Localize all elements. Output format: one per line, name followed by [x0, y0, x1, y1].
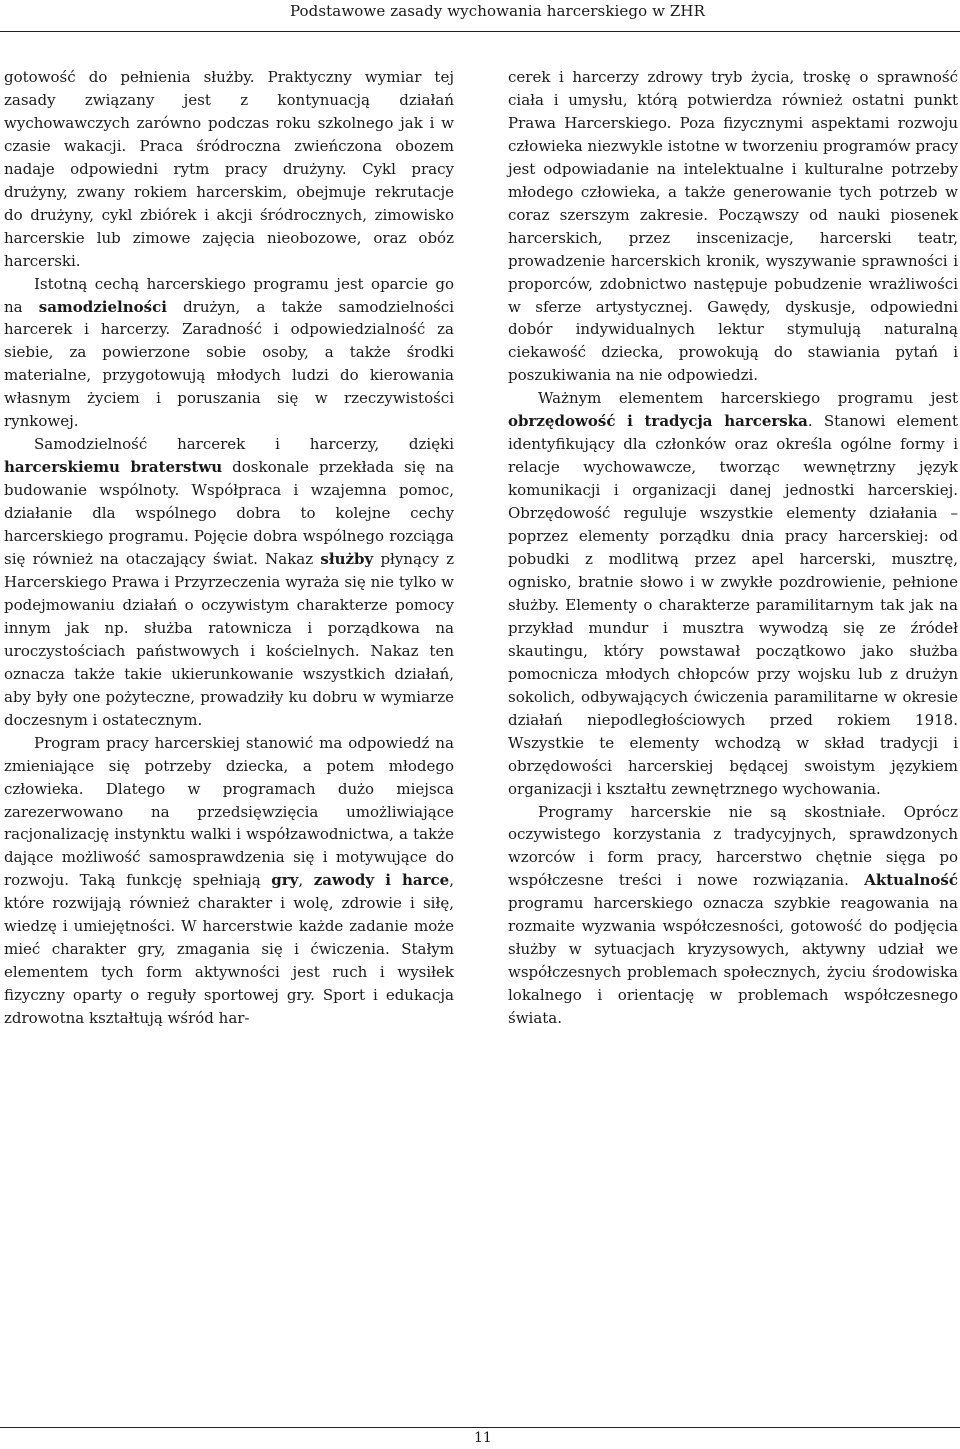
- paragraph-text: gotowość do pełnienia służby. Praktyczny wymiar tej zasady związany jest z kontynuacją działań wychowawczych zarówno podczas roku szkolnego jak i w czasie wakacji. Praca śródroczna zwieńczona obozem nadaje odpowiedni rytm pracy drużyny. Cykl pracy drużyny, zwany rokiem harcerskim, obejmuje rekrutacje do drużyny, cykl zbiórek i akcji śródrocznych, zimowisko harcerskie lub zimowe zajęcia nieobozowe, oraz obóz harcerski.: [4, 68, 454, 270]
- right-text-column: [508, 66, 958, 1030]
- paragraph-text: Istotną cechą harcerskiego programu jest oparcie go na: [4, 274, 454, 316]
- paragraph-text: Program pracy harcerskiej stanowić ma odpowiedź na zmieniające się potrzeby dziecka, a potem młodego człowieka. Dlatego w programach dużo miejsca zarezerwowano na przedsięwzięcia umożliwiające racjonalizację instynktu walki i współzawodnictwa, a także dające możliwość samosprawdzenia się i motywujące do rozwoju. Taką funkcję spełniają: [4, 733, 454, 890]
- paragraph-text: Samodzielność harcerek i harcerzy, dzięki: [34, 435, 454, 454]
- paragraph: [4, 732, 454, 1030]
- page-number: 11: [474, 1430, 492, 1446]
- header-rule: [0, 31, 960, 32]
- paragraph-text: programu harcerskiego oznacza szybkie reagowania na rozmaite wyzwania współczesności, gotowość do podjęcia służby w sytuacjach kryzysowych, aktywny udział we współczesnych problemach społecznych, życiu środowiska lokalnego i orientację w problemach współczesnego świata.: [508, 894, 958, 1028]
- paragraph: [4, 273, 454, 434]
- paragraph-text: ,: [298, 871, 314, 890]
- paragraph: [508, 387, 958, 800]
- paragraph-text: doskonale przekłada się na budowanie wspólnoty. Współpraca i wzajemna pomoc, działanie dla wspólnego dobra to kolejne cechy harcerskiego programu. Pojęcie dobra wspólnego rozciąga się również na otaczający świat. Nakaz: [4, 458, 454, 569]
- paragraph-text: drużyn, a także samodzielności harcerek i harcerzy. Zaradność i odpowiedzialność za siebie, za powierzone sobie osoby, a także środki materialne, przygotowują młodych ludzi do kierowania własnym życiem i poruszania się w rzeczywistości rynkowej.: [4, 297, 454, 431]
- running-header: [0, 0, 960, 32]
- paragraph: [4, 433, 454, 731]
- paragraph: [508, 801, 958, 1031]
- paragraph-text: , które rozwijają również charakter i wolę, zdrowie i siłę, wiedzę i umiejętności. W harcerstwie każde zadanie może mieć charakter gry, zmagania się i ćwiczenia. Stałym elementem tych form aktywności jest ruch i wysiłek fizyczny oparty o reguły sportowej gry. Sport i edukacja zdrowotna kształtują wśród har-: [4, 871, 454, 1028]
- emphasized-term: obrzędowość i tradycja harcerska: [508, 412, 808, 431]
- paragraph-text: Ważnym elementem harcerskiego programu jest: [538, 389, 958, 408]
- paragraph: [508, 66, 958, 387]
- paragraph-text: Programy harcerskie nie są skostniałe. Oprócz oczywistego korzystania z tradycyjnych, sprawdzonych wzorców i form pracy, harcerstwo chętnie sięga po współczesne treści i nowe rozwiązania.: [508, 802, 958, 890]
- paragraph-text: . Stanowi element identyfikujący dla członków oraz określa ogólne formy i relacje wychowawcze, tworząc wewnętrzny język komunikacji i organizacji danej jednostki harcerskiej. Obrzędowość reguluje wszystkie elementy działania – poprzez elementy porządku dnia pracy harcerskiej: od pobudki z modlitwą przez apel harcerski, musztrę, ognisko, bratnie słowo i w zwykłe pozdrowienie, pełnione służby. Elementy o charakterze paramilitarnym tak jak na przykład mundur i musztra wywodzą się ze źródeł skautingu, który powstawał początkowo jako służba pomocnicza młodych chłopców przy wojsku lub z drużyn sokolich, odbywających ćwiczenia paramilitarne w okresie działań niepodległościowych przed rokiem 1918. Wszystkie te elementy wchodzą w skład tradycji i obrzędowości harcerskiej będącej swoistym językiem organizacji i kształtu zewnętrznego wychowania.: [508, 412, 958, 798]
- running-header-title: Podstawowe zasady wychowania harcerskiego w ZHR: [289, 2, 705, 20]
- emphasized-term: harcerskiemu braterstwu: [4, 458, 223, 477]
- paragraph-text: płynący z Harcerskiego Prawa i Przyrzeczenia wyraża się nie tylko w podejmowaniu działań o oczywistym charakterze pomocy innym jak np. służba ratownicza i porządkowa na uroczystościach państwowych i kościelnych. Nakaz ten oznacza także takie ukierunkowanie wszystkich działań, aby były one pożyteczne, prowadziły ku dobru w wymiarze doczesnym i ostatecznym.: [4, 550, 454, 729]
- emphasized-term: zawody i harce: [313, 871, 450, 890]
- paragraph: [4, 66, 454, 273]
- emphasized-term: gry: [271, 871, 299, 890]
- footer-rule: [0, 1427, 960, 1428]
- emphasized-term: służby: [320, 550, 374, 569]
- emphasized-term: samodzielności: [38, 297, 167, 316]
- left-text-column: [4, 66, 454, 1030]
- paragraph-text: cerek i harcerzy zdrowy tryb życia, troskę o sprawność ciała i umysłu, którą potwierdza również ostatni punkt Prawa Harcerskiego. Poza fizycznymi aspektami rozwoju człowieka niezwykle istotne w tworzeniu programów pracy jest odpowiadanie na intelektualne i kulturalne potrzeby młodego człowieka, a także generowanie tych potrzeb w coraz szerszym zakresie. Począwszy od nauki piosenek harcerskich, przez inscenizacje, harcerski teatr, prowadzenie harcerskich kronik, wyszywanie sprawności i proporców, zdobnictwo następuje pobudzenie wrażliwości w sferze artystycznej. Gawędy, dyskusje, odpowiedni dobór indywidualnych lektur stymulują naturalną ciekawość dziecka, prowokują do stawiania pytań i poszukiwania na nie odpowiedzi.: [508, 68, 958, 385]
- emphasized-term: Aktualność: [864, 871, 958, 890]
